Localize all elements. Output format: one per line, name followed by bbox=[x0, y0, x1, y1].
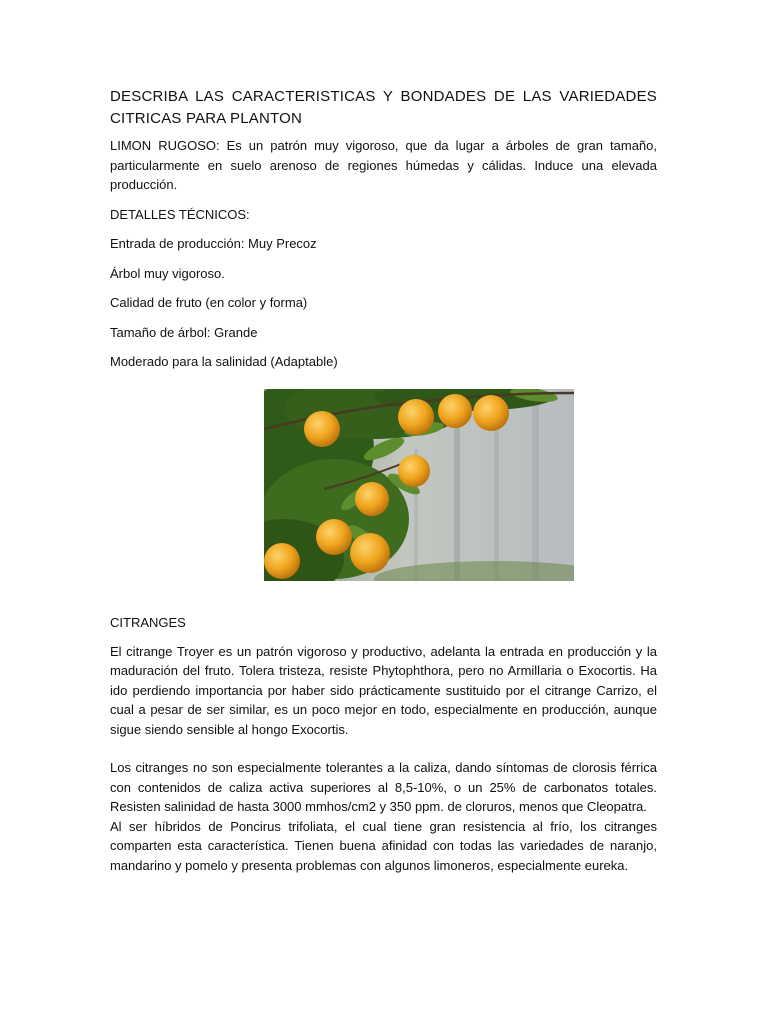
citrus-tree-photo bbox=[264, 389, 574, 581]
citranges-paragraph-1: El citrange Troyer es un patrón vigoroso y productivo, adelanta la entrada en producción y la maduración del fruto. Tolera tristeza, resiste Phytophthora, pero no Armillaria o Exocortis. Ha ido perdiendo importancia por haber sido prácticamente sustituido por el citrange Carrizo, el cual a pesar de ser similar, es un poco mejor en todo, especialmente en producción, aunque sigue siendo sensible al hongo Exocortis. bbox=[110, 643, 657, 737]
details-heading: DETALLES TÉCNICOS: bbox=[110, 206, 250, 222]
citranges-paragraph-2: Los citranges no son especialmente tolerantes a la caliza, dando síntomas de clorosis férrica con contenidos de caliza activa superiores al 8,5-10%, o un 25% de carbonatos totales. Resisten salinidad de hasta 3000 mmhos/cm2 y 350 ppm. de cloruros, menos que Cleopatra. bbox=[110, 760, 657, 814]
citranges-paragraph-3: Al ser híbridos de Poncirus trifoliata, el cual tiene gran resistencia al frío, los citranges comparten esta característica. Tienen buena afinidad con todas las variedades de naranjo, mandarino y pomelo y presenta problemas con algunos limoneros, especialmente eureka. bbox=[110, 818, 657, 873]
title-line-1: DESCRIBA LAS CARACTERISTICAS Y BONDADES DE LAS VARIEDADES bbox=[110, 88, 657, 105]
detail-item: Moderado para la salinidad (Adaptable) bbox=[110, 354, 338, 369]
intro-paragraph: LIMON RUGOSO: Es un patrón muy vigoroso, que da lugar a árboles de gran tamaño, particularmente en suelo arenoso de regiones húmedas y cálidas. Induce una elevada producción. bbox=[110, 138, 657, 192]
detail-item: Entrada de producción: Muy Precoz bbox=[110, 236, 317, 251]
title-line-2: CITRICAS PARA PLANTON bbox=[110, 110, 303, 127]
detail-item: Tamaño de árbol: Grande bbox=[110, 324, 258, 340]
detail-item: Árbol muy vigoroso. bbox=[110, 265, 225, 281]
document-title bbox=[110, 86, 657, 130]
document-body bbox=[110, 86, 657, 382]
citranges-heading: CITRANGES bbox=[110, 615, 186, 630]
citranges-section bbox=[110, 613, 657, 875]
detail-item: Calidad de fruto (en color y forma) bbox=[110, 295, 308, 310]
